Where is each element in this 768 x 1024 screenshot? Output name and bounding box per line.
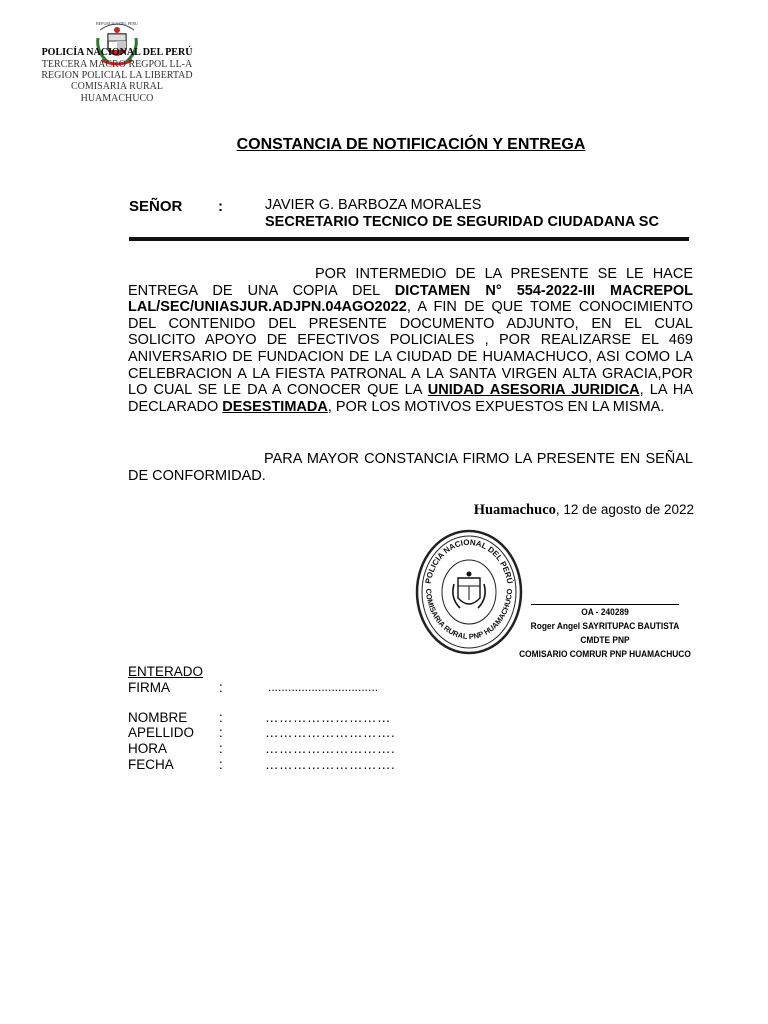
officer-name: Roger Angel SAYRITUPAC BAUTISTA [530,621,680,632]
document-title: CONSTANCIA DE NOTIFICACIÓN Y ENTREGA [236,136,586,153]
date-city: Huamachuco [473,502,556,518]
header-station: COMISARIA RURAL [71,81,163,92]
paragraph-text: , LA HA DECLARADO [128,382,693,415]
seal-top-text: POLICIA NACIONAL DEL PERÚ [423,537,515,585]
seal-bottom-text: COMISARIA RURAL PNP HUAMACHUCO [423,588,515,642]
addressee-colon: : [218,198,223,215]
firma-field: ................................. [268,680,379,694]
svg-text:REPUBLICA DEL PERU: REPUBLICA DEL PERU [96,21,138,26]
hora-colon: : [219,741,223,756]
header-city: HUAMACHUCO [80,93,154,104]
fecha-field: ………………………. [265,757,396,772]
apellido-field: ………………………. [265,725,396,740]
paragraph-text: , A FIN DE QUE TOME CONOCIMIENTO DEL CONTENIDO DEL PRESENTE DOCUMENTO ADJUNTO, EN EL CUAL SOLICITO APOYO DE EFECTIVOS POLICIALES , POR REALIZARSE EL 469 ANIVERSARIO DE FUNDACION DE LA CIUDAD DE HUAMACHUCO, ASI COMO LA CELEBRACION A LA FIESTA PATRONAL A LA SANTA VIRGEN ALTA GRACIA,POR LO CUAL SE LE DA A CONOCER QUE LA [128,299,693,399]
nombre-label: NOMBRE [128,710,188,725]
fecha-colon: : [219,757,223,772]
date-text: , 12 de agosto de 2022 [555,502,694,517]
header-institution: POLICÍA NACIONAL DEL PERÚ [41,47,193,58]
nombre-field: ……………………… [265,710,391,725]
hora-field: ………………………. [265,741,396,756]
header-region: REGION POLICIAL LA LIBERTAD [41,70,193,81]
addressee-role: SECRETARIO TECNICO DE SEGURIDAD CIUDADANA SC [265,214,659,230]
officer-id: OA - 240289 [581,607,629,618]
fecha-label: FECHA [128,757,174,772]
header-macro-region: TERCERA MACRO REGPOL LL-A [41,59,193,70]
paragraph-text: , POR LOS MOTIVOS EXPUESTOS EN LA MISMA. [327,398,665,415]
officer-rank: CMDTE PNP [580,635,630,646]
firma-label: FIRMA [128,680,170,695]
unit-name: UNIDAD ASESORIA JURIDICA [427,382,640,399]
document-date [474,502,694,519]
notification-paragraph [128,266,693,415]
apellido-colon: : [219,725,223,740]
dictamen-reference: DICTAMEN N° 554-2022-III MACREPOL LAL/SEC/UNIASJUR.ADJPN.04AGO2022 [128,282,694,316]
form-heading: ENTERADO [128,664,204,679]
nombre-colon: : [219,710,223,725]
divider-rule [129,237,689,241]
addressee-name: JAVIER G. BARBOZA MORALES [265,197,482,213]
paragraph-text: POR INTERMEDIO DE LA PRESENTE SE LE HACE ENTREGA DE UNA COPIA DEL [128,266,693,299]
police-seal-icon [414,528,524,656]
addressee-label: SEÑOR [129,198,183,215]
signature-line [531,604,679,605]
apellido-label: APELLIDO [128,725,195,740]
officer-position: COMISARIO COMRUR PNP HUAMACHUCO [519,649,691,660]
resolution-status: DESESTIMADA [222,398,328,415]
hora-label: HORA [128,741,168,756]
conformity-paragraph: PARA MAYOR CONSTANCIA FIRMO LA PRESENTE EN SEÑAL DE CONFORMIDAD. [128,451,693,484]
firma-colon: : [219,680,223,695]
